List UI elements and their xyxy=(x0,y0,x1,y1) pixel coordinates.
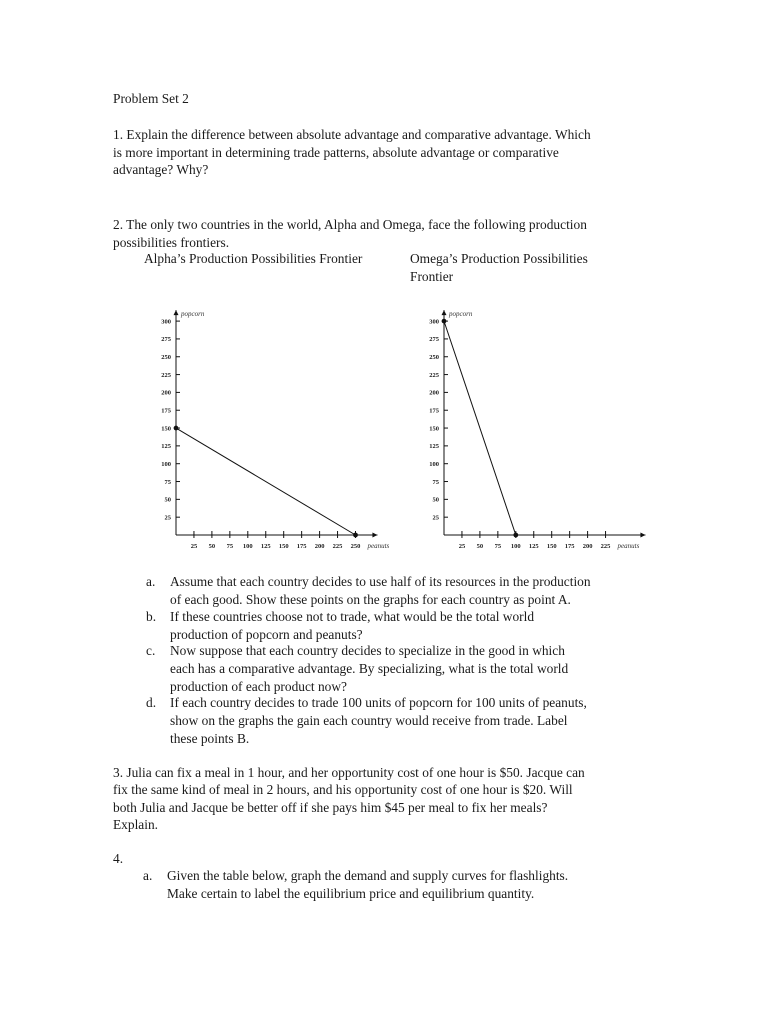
ppf-line xyxy=(176,428,356,535)
y-tick-label: 150 xyxy=(429,425,439,433)
x-tick-label: 175 xyxy=(564,543,575,550)
y-tick-label: 175 xyxy=(429,407,439,415)
part-line: production of popcorn and peanuts? xyxy=(170,626,363,642)
part-line: If each country decides to trade 100 units of popcorn for 100 units of peanuts, xyxy=(170,695,587,710)
y-tick-label: 125 xyxy=(429,443,439,451)
ppf-endpoint xyxy=(174,426,179,431)
y-tick-label: 50 xyxy=(164,496,171,504)
part-line: production of each product now? xyxy=(170,678,347,694)
y-tick-label: 25 xyxy=(164,514,171,522)
y-axis-arrow xyxy=(174,310,179,315)
part-line: these points B. xyxy=(170,730,250,746)
alpha-ppf-chart xyxy=(140,296,400,556)
part-line: Make certain to label the equilibrium price and equilibrium quantity. xyxy=(167,885,535,901)
y-tick-label: 275 xyxy=(161,336,171,344)
omega-ppf-chart xyxy=(408,296,668,556)
x-axis-title: peanuts xyxy=(367,542,390,550)
x-tick-label: 100 xyxy=(242,543,253,550)
question-2-line: 2. The only two countries in the world, Alpha and Omega, face the following production xyxy=(113,217,587,232)
part-line: Now suppose that each country decides to specialize in the good in which xyxy=(170,643,565,658)
part-line: show on the graphs the gain each country would receive from trade. Label xyxy=(170,712,568,728)
y-axis-arrow xyxy=(442,310,447,315)
y-tick-label: 225 xyxy=(161,371,171,379)
y-tick-label: 50 xyxy=(432,496,439,504)
y-tick-label: 100 xyxy=(161,461,171,468)
part-letter: d. xyxy=(146,695,157,710)
y-tick-label: 200 xyxy=(161,389,171,397)
y-tick-label: 300 xyxy=(429,318,439,326)
part-letter: a. xyxy=(143,868,153,883)
part-letter: c. xyxy=(146,643,156,658)
question-3-line: 3. Julia can fix a meal in 1 hour, and her opportunity cost of one hour is $50. Jacque can xyxy=(113,765,585,780)
y-tick-label: 275 xyxy=(429,336,439,344)
x-tick-label: 225 xyxy=(332,543,343,550)
y-tick-label: 225 xyxy=(429,371,439,379)
question-1-line: 1. Explain the difference between absolute advantage and comparative advantage. Which xyxy=(113,127,591,142)
part-line: If these countries choose not to trade, what would be the total world xyxy=(170,609,535,624)
part-letter: a. xyxy=(146,574,156,589)
x-tick-label: 125 xyxy=(260,543,271,550)
question-3-line: Explain. xyxy=(113,817,158,832)
y-tick-label: 75 xyxy=(432,478,439,486)
part-line: Given the table below, graph the demand and supply curves for flashlights. xyxy=(167,868,569,883)
x-tick-label: 75 xyxy=(226,543,234,550)
x-tick-label: 150 xyxy=(546,543,557,550)
part-line: each has a comparative advantage. By specializing, what is the total world xyxy=(170,660,569,676)
x-axis-arrow xyxy=(372,533,377,538)
omega-chart-title: Omega’s Production Possibilities xyxy=(410,251,588,266)
x-tick-label: 225 xyxy=(600,543,611,550)
x-tick-label: 250 xyxy=(350,543,361,550)
y-tick-label: 100 xyxy=(429,461,439,468)
x-axis-arrow xyxy=(640,533,645,538)
ppf-endpoint xyxy=(353,533,358,538)
x-tick-label: 75 xyxy=(494,543,502,550)
part-line: of each good. Show these points on the graphs for each country as point A. xyxy=(170,591,571,607)
question-1-line: is more important in determining trade patterns, absolute advantage or comparative xyxy=(113,145,559,160)
x-tick-label: 100 xyxy=(510,543,521,550)
y-tick-label: 175 xyxy=(161,407,171,415)
y-tick-label: 125 xyxy=(161,443,171,451)
question-3-line: fix the same kind of meal in 2 hours, and his opportunity cost of one hour is $20. Will xyxy=(113,782,573,797)
x-axis-title: peanuts xyxy=(617,542,640,550)
x-tick-label: 50 xyxy=(476,543,484,550)
x-tick-label: 200 xyxy=(582,543,593,550)
y-tick-label: 75 xyxy=(164,478,171,486)
question-1-line: advantage? Why? xyxy=(113,162,209,177)
part-line: Assume that each country decides to use half of its resources in the production xyxy=(170,574,591,589)
ppf-endpoint xyxy=(442,319,447,324)
y-axis-title: popcorn xyxy=(181,310,205,319)
y-tick-label: 250 xyxy=(161,354,171,362)
x-tick-label: 25 xyxy=(190,543,198,550)
y-axis-title: popcorn xyxy=(449,310,473,319)
page-title: Problem Set 2 xyxy=(113,91,189,106)
y-tick-label: 150 xyxy=(161,425,171,433)
x-tick-label: 50 xyxy=(208,543,216,550)
question-4-number: 4. xyxy=(113,851,124,866)
ppf-line xyxy=(444,321,516,535)
x-tick-label: 200 xyxy=(314,543,325,550)
part-letter: b. xyxy=(146,609,157,624)
y-tick-label: 200 xyxy=(429,389,439,397)
x-tick-label: 125 xyxy=(528,543,539,550)
y-tick-label: 300 xyxy=(161,318,171,326)
x-tick-label: 175 xyxy=(296,543,307,550)
y-tick-label: 25 xyxy=(432,514,439,522)
ppf-endpoint xyxy=(513,533,518,538)
alpha-chart-title: Alpha’s Production Possibilities Frontier xyxy=(144,251,363,266)
y-tick-label: 250 xyxy=(429,354,439,362)
omega-chart-title: Frontier xyxy=(410,269,454,284)
question-2-line: possibilities frontiers. xyxy=(113,235,230,250)
question-3-line: both Julia and Jacque be better off if she pays him $45 per meal to fix her meals? xyxy=(113,800,548,815)
x-tick-label: 150 xyxy=(278,543,289,550)
x-tick-label: 25 xyxy=(458,543,466,550)
